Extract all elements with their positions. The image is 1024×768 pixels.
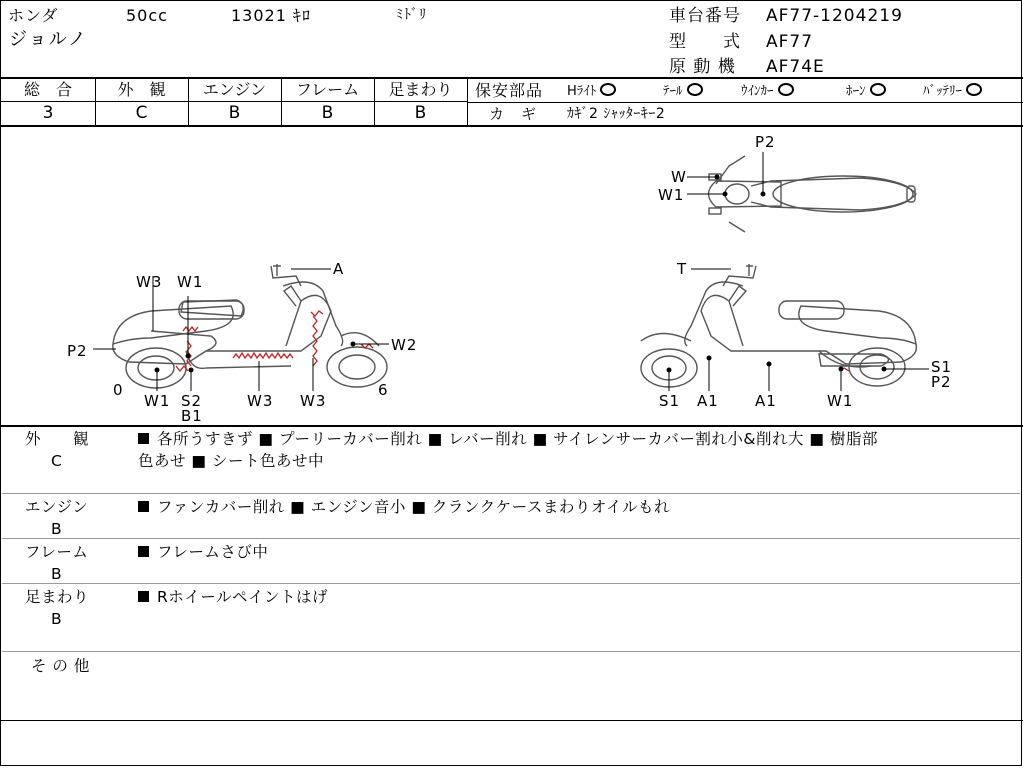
safety-item-winker: ｳｲﾝｶｰ: [741, 82, 794, 102]
grade-header-suspension: 足まわり: [388, 80, 453, 99]
label-w3: W3: [247, 392, 274, 410]
grade-header-rule: [1, 101, 467, 102]
label-t: T: [677, 260, 688, 278]
model-name: ジョルノ: [9, 29, 88, 50]
section-divider: [2, 583, 1020, 584]
label-a: A: [333, 260, 345, 278]
label-a1: A1: [755, 392, 777, 410]
frame-no-label: 車台番号: [669, 6, 741, 26]
section-divider: [2, 493, 1020, 494]
key-label: カ ギ: [489, 105, 538, 123]
type-value: AF77: [766, 32, 814, 52]
bullet-icon: [138, 591, 149, 602]
label-p2: P2: [67, 342, 88, 360]
grade-header-frame: フレーム: [295, 80, 360, 99]
label-s1: S1: [931, 358, 953, 376]
grade-frame: B: [321, 103, 334, 123]
grade-exterior: C: [135, 103, 148, 123]
key-value: ｶｷﾞ2 ｼｬｯﾀｰｷｰ2: [567, 106, 666, 122]
label-w2: W2: [391, 336, 418, 354]
bullet-icon: [138, 433, 149, 444]
displacement: 50cc: [126, 6, 168, 25]
label-p2-top: P2: [755, 133, 776, 151]
label-s1: S1: [659, 392, 681, 410]
leader-lines: [93, 152, 929, 391]
color: ﾐﾄﾞﾘ: [396, 7, 427, 23]
section-title-engine: エンジン: [25, 498, 89, 516]
label-w3: W3: [300, 392, 327, 410]
section-title-frame: フレーム: [25, 543, 89, 561]
section-divider: [2, 651, 1020, 652]
label-w-top: W: [671, 168, 687, 186]
safety-label: 保安部品: [475, 81, 544, 100]
section-title-suspension: 足まわり: [25, 588, 90, 606]
grade-suspension: B: [414, 103, 427, 123]
section-grade-engine: B: [51, 520, 63, 538]
label-b1: B1: [181, 407, 203, 425]
section-title-exterior: 外 観: [25, 430, 90, 448]
type-label: 型 式: [669, 32, 741, 52]
engine-value: AF74E: [766, 57, 825, 77]
table-top-rule: [1, 77, 1023, 79]
label-a1: A1: [697, 392, 719, 410]
frame-no: AF77-1204219: [766, 6, 903, 26]
scooter-right-view: [641, 264, 916, 387]
bullet-icon: [138, 501, 149, 512]
section-grade-exterior: C: [51, 452, 63, 470]
safety-mid-rule: [467, 102, 1023, 103]
grade-engine: B: [228, 103, 241, 123]
status-ok-icon: [687, 83, 703, 96]
notes-frame-line1: フレームさび中: [138, 541, 268, 563]
notes-exterior-line2: 色あせ ■ シート色あせ中: [138, 452, 324, 470]
label-s2: S2: [181, 392, 203, 410]
notes-exterior-line1: 各所うすきず ■ プーリーカバー削れ ■ レバー削れ ■ サイレンサーカバー割れ小&削れ大 ■ 樹脂部: [138, 428, 878, 450]
status-ok-icon: [870, 83, 886, 96]
status-ok-icon: [600, 83, 616, 96]
label-w1: W1: [177, 273, 204, 291]
label-w1: W1: [827, 392, 854, 410]
section-grade-suspension: B: [51, 610, 63, 628]
section-title-other: そ の 他: [31, 657, 90, 675]
grade-overall: 3: [42, 103, 54, 123]
safety-item-horn: ﾎｰﾝ: [846, 82, 886, 102]
grade-header-overall: 総 合: [23, 80, 72, 99]
label-w3: W3: [136, 273, 163, 291]
bullet-icon: [138, 546, 149, 557]
notes-top-rule: [1, 425, 1023, 427]
label-six: 6: [378, 381, 389, 399]
label-w1: W1: [144, 392, 171, 410]
label-w1-top: W1: [658, 186, 685, 204]
status-ok-icon: [778, 83, 794, 96]
damage-marks: [176, 311, 849, 371]
notes-bottom-rule: [1, 720, 1023, 721]
grade-header-exterior: 外 観: [117, 80, 166, 99]
safety-item-headlight: Hﾗｲﾄ: [567, 82, 616, 102]
label-zero: 0: [113, 381, 124, 399]
label-p2: P2: [931, 373, 952, 391]
section-divider: [2, 538, 1020, 539]
notes-suspension-line1: Rホイールペイントはげ: [138, 586, 328, 608]
maker: ホンダ: [8, 6, 59, 25]
status-ok-icon: [966, 83, 982, 96]
mileage: 13021 ｷﾛ: [231, 6, 311, 25]
section-grade-frame: B: [51, 565, 63, 583]
grade-header-engine: エンジン: [202, 80, 267, 99]
safety-item-tail: ﾃｰﾙ: [663, 82, 703, 102]
col-divider: [467, 78, 468, 126]
notes-engine-line1: ファンカバー削れ ■ エンジン音小 ■ クランクケースまわりオイルもれ: [138, 496, 670, 518]
scooter-top-view: [709, 156, 917, 232]
engine-label: 原 動 機: [669, 57, 736, 77]
safety-item-battery: ﾊﾞｯﾃﾘｰ: [923, 82, 982, 102]
